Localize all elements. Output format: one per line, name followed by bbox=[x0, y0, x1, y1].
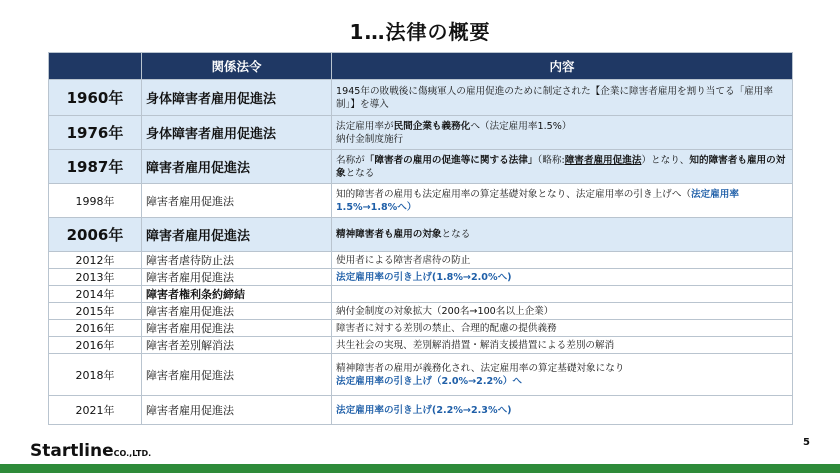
row-year: 2016年 bbox=[49, 320, 142, 337]
row-law: 障害者雇用促進法 bbox=[142, 354, 332, 396]
row-year: 2014年 bbox=[49, 286, 142, 303]
row-law: 障害者差別解消法 bbox=[142, 337, 332, 354]
row-content bbox=[332, 354, 793, 396]
table-row bbox=[49, 320, 793, 337]
row-content bbox=[332, 286, 793, 303]
content-blue: 法定雇用率1.5%→1.8%へ bbox=[336, 188, 739, 213]
table-row bbox=[49, 286, 793, 303]
row-law: 障害者雇用促進法 bbox=[142, 150, 332, 184]
table-row bbox=[49, 303, 793, 320]
row-year: 2021年 bbox=[49, 396, 142, 425]
footer-bar bbox=[0, 464, 840, 473]
content-blue: 法定雇用率の引き上げ(2.2%→2.3%へ) bbox=[336, 404, 512, 416]
content-underline: 障害者雇用促進法 bbox=[564, 154, 642, 166]
table-header-row bbox=[49, 53, 793, 80]
row-law: 身体障害者雇用促進法 bbox=[142, 116, 332, 150]
content-bold: 「障害者の雇用の促進等に関する法律」 bbox=[364, 154, 538, 166]
row-law: 障害者雇用促進法 bbox=[142, 320, 332, 337]
content-blue: ） bbox=[406, 201, 417, 213]
row-year: 2006年 bbox=[49, 218, 142, 252]
table-row bbox=[49, 218, 793, 252]
law-overview-table bbox=[48, 52, 793, 425]
row-content bbox=[332, 396, 793, 425]
row-year: 2016年 bbox=[49, 337, 142, 354]
row-content bbox=[332, 150, 793, 184]
row-year: 1987年 bbox=[49, 150, 142, 184]
row-content: 使用者による障害者虐待の防止 bbox=[332, 252, 793, 269]
row-content: 共生社会の実現、差別解消措置・解消支援措置による差別の解消 bbox=[332, 337, 793, 354]
row-content bbox=[332, 218, 793, 252]
page-number: 5 bbox=[803, 437, 810, 448]
table-row bbox=[49, 116, 793, 150]
content-text: となる bbox=[345, 167, 375, 179]
row-law: 障害者雇用促進法 bbox=[142, 218, 332, 252]
table-row bbox=[49, 184, 793, 218]
row-content: 納付金制度の対象拡大（200名→100名以上企業） bbox=[332, 303, 793, 320]
row-content: 障害者に対する差別の禁止、合理的配慮の提供義務 bbox=[332, 320, 793, 337]
content-text: へ（法定雇用率1.5%） bbox=[470, 120, 572, 132]
content-text: 1945年の敗戦後に傷痍軍人の雇用促進のために制定された【企業に障害者雇用を割り当てる「雇用率制」】を導入 bbox=[336, 85, 773, 110]
header-law: 関係法令 bbox=[142, 53, 332, 80]
row-year: 2018年 bbox=[49, 354, 142, 396]
row-law: 障害者雇用促進法 bbox=[142, 269, 332, 286]
content-blue: 法定雇用率の引き上げ（2.0%→2.2%）へ bbox=[336, 375, 522, 387]
row-year: 1960年 bbox=[49, 80, 142, 116]
content-text: 納付金制度施行 bbox=[336, 133, 404, 145]
table-row bbox=[49, 252, 793, 269]
content-text: ）となり、 bbox=[641, 154, 690, 166]
row-year: 1976年 bbox=[49, 116, 142, 150]
row-content bbox=[332, 80, 793, 116]
row-content bbox=[332, 116, 793, 150]
row-law: 障害者権利条約締結 bbox=[142, 286, 332, 303]
header-content: 内容 bbox=[332, 53, 793, 80]
content-text: となる bbox=[441, 229, 471, 240]
row-law: 障害者雇用促進法 bbox=[142, 184, 332, 218]
row-content bbox=[332, 184, 793, 218]
row-content bbox=[332, 269, 793, 286]
content-bold: 知的障害者も雇用の対象 bbox=[336, 154, 786, 179]
row-law: 障害者虐待防止法 bbox=[142, 252, 332, 269]
logo-suffix: CO.,LTD. bbox=[113, 449, 152, 458]
row-law: 障害者雇用促進法 bbox=[142, 303, 332, 320]
row-year: 2013年 bbox=[49, 269, 142, 286]
row-law: 障害者雇用促進法 bbox=[142, 396, 332, 425]
content-text: 知的障害者の雇用も法定雇用率の算定基礎対象となり、法定雇用率の引き上げへ（ bbox=[336, 188, 691, 200]
content-text: 法定雇用率が bbox=[336, 120, 394, 132]
row-law: 身体障害者雇用促進法 bbox=[142, 80, 332, 116]
page-title: 1…法律の概要 bbox=[349, 20, 491, 44]
logo-name: Startline bbox=[30, 441, 114, 461]
content-bold: 精神障害者も雇用の対象 bbox=[336, 229, 442, 240]
content-text: （略称: bbox=[537, 154, 565, 166]
content-text: 名称が bbox=[336, 154, 365, 166]
header-year bbox=[49, 53, 142, 80]
company-logo bbox=[30, 441, 151, 461]
table-row bbox=[49, 396, 793, 425]
table-row bbox=[49, 354, 793, 396]
content-blue: 法定雇用率の引き上げ(1.8%→2.0%へ) bbox=[336, 271, 512, 283]
row-year: 2012年 bbox=[49, 252, 142, 269]
table-row bbox=[49, 337, 793, 354]
table-row bbox=[49, 80, 793, 116]
row-year: 2015年 bbox=[49, 303, 142, 320]
table-row bbox=[49, 150, 793, 184]
content-text: 精神障害者の雇用が義務化され、法定雇用率の算定基礎対象になり bbox=[336, 362, 625, 374]
row-year: 1998年 bbox=[49, 184, 142, 218]
content-bold: 民間企業も義務化 bbox=[393, 120, 471, 132]
table-row bbox=[49, 269, 793, 286]
